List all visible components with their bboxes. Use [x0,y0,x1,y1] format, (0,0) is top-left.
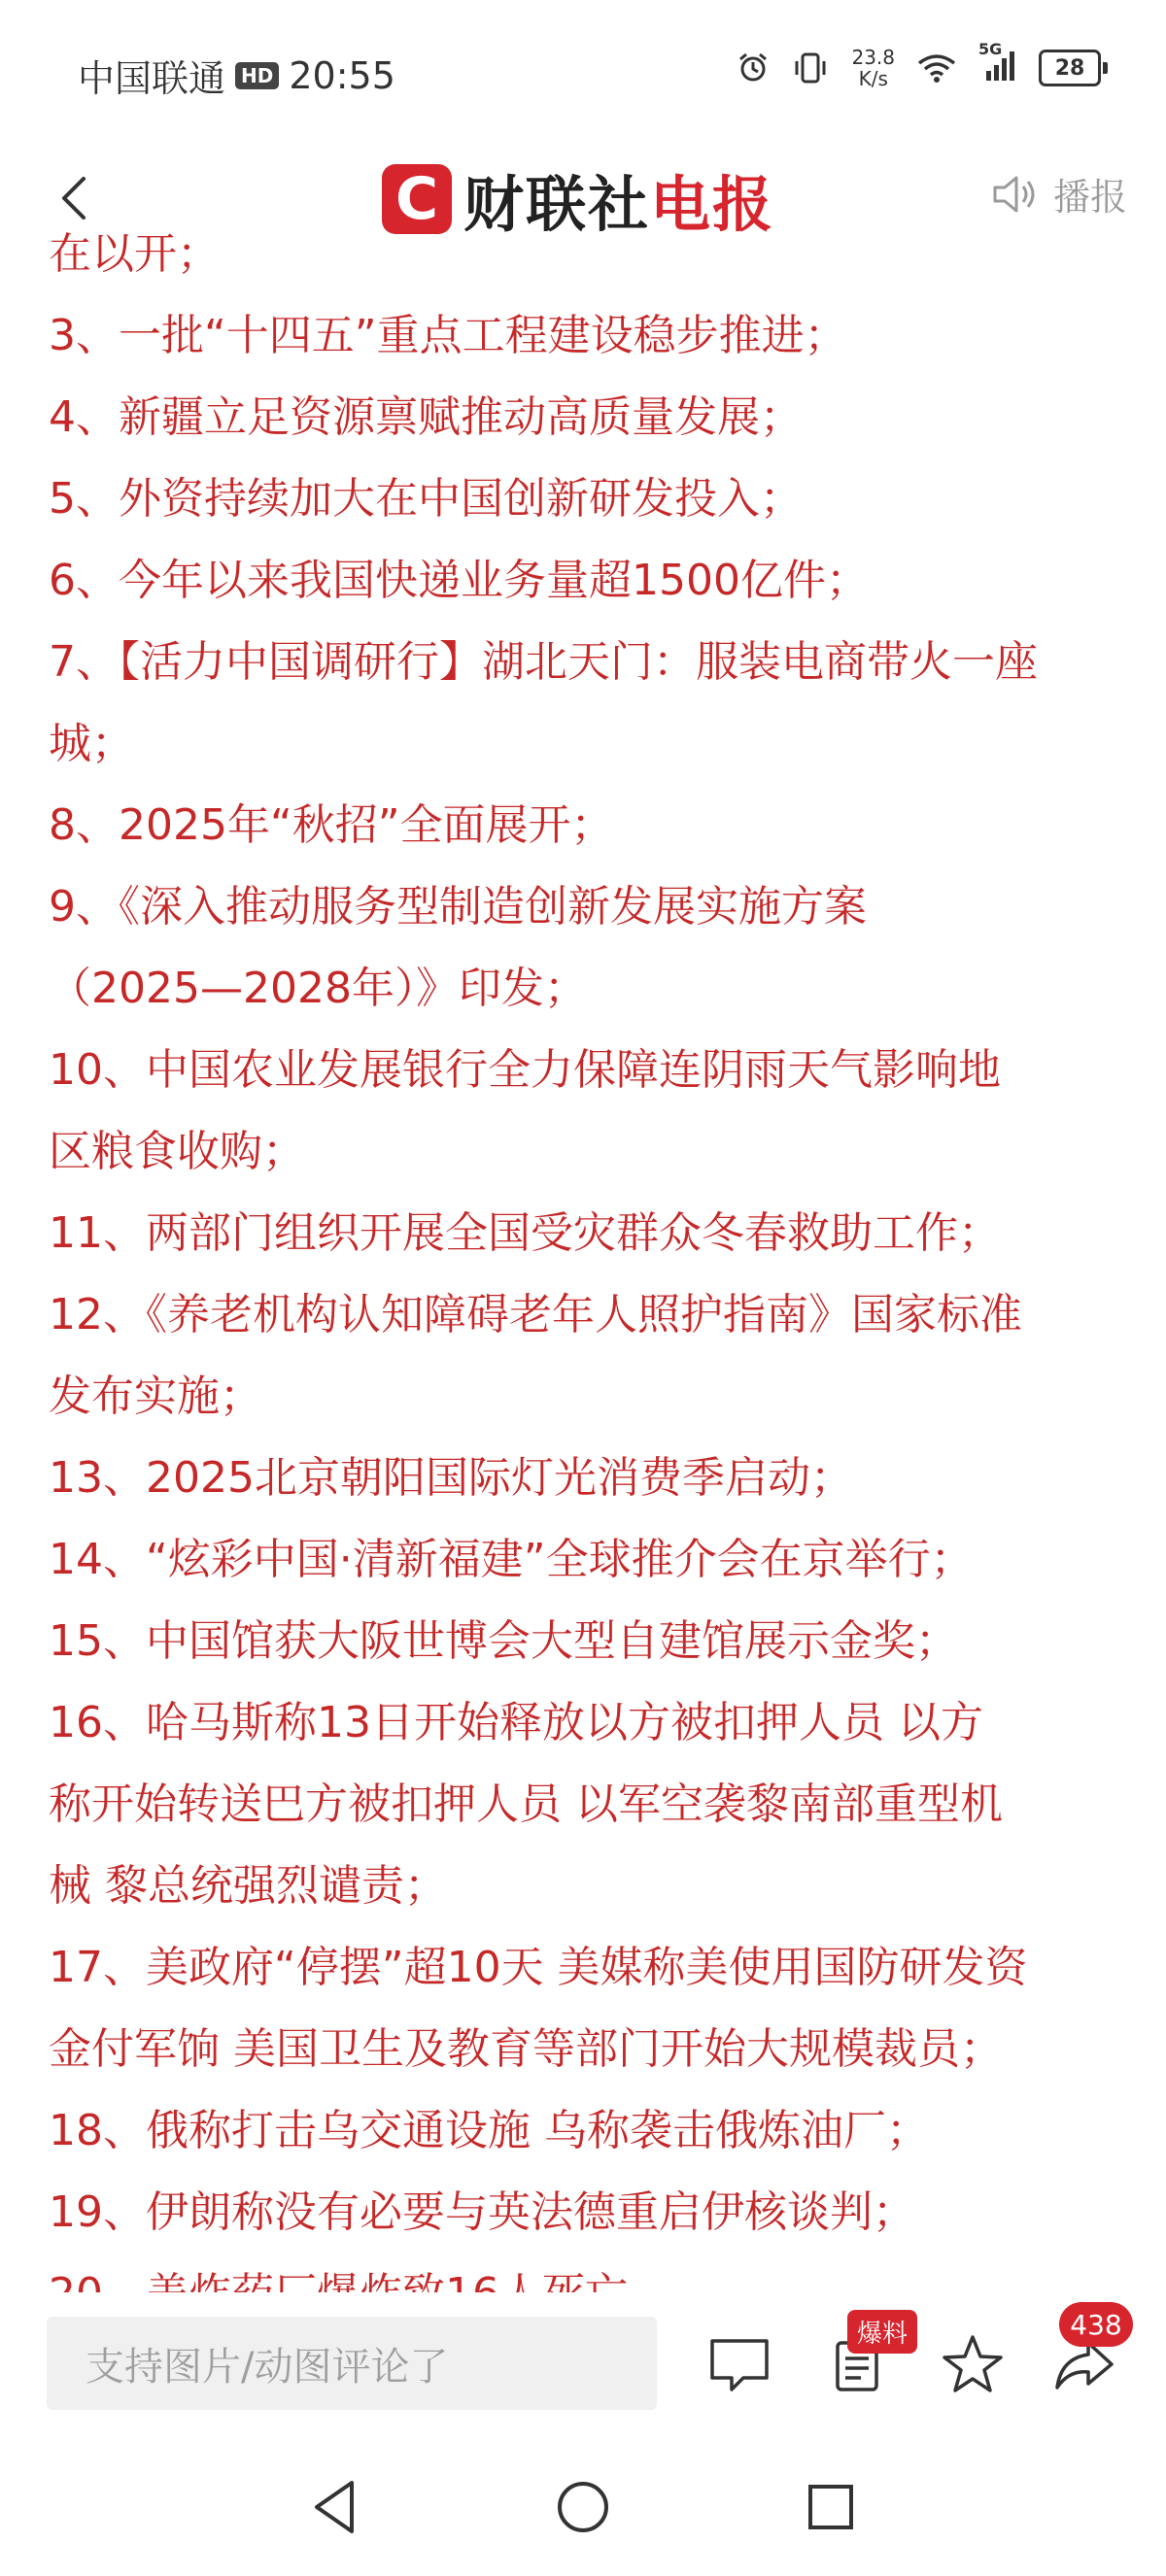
carrier-label: 中国联通 [78,57,226,100]
system-nav-bar [0,2434,1166,2576]
status-left [78,49,395,102]
news-line: 4、新疆立足资源禀赋推动高质量发展； [49,392,803,442]
nav-home-icon[interactable] [549,2473,617,2541]
news-line: 发布实施； [49,1372,262,1421]
news-line: 城； [49,719,134,768]
clock: 20:55 [289,53,395,97]
news-line: 5、外资持续加大在中国创新研发投入； [49,474,803,524]
news-line: 称开始转送巴方被扣押人员 以军空袭黎南部重型机 [49,1779,1003,1829]
news-line: 12、《养老机构认知障碍老年人照护指南》国家标准 [49,1290,1022,1339]
news-line: 区粮食收购； [49,1127,305,1176]
hd-badge: HD [235,62,279,89]
logo-text-main: 财联社 [463,168,651,240]
news-list [49,214,1127,2335]
news-line: 11、两部门组织开展全国受灾群众冬春救助工作； [49,1208,1001,1258]
alarm-icon [737,51,770,85]
signal-label: 5G [978,40,1003,58]
news-line: 在以开； [49,229,220,279]
bottom-action-bar [0,2292,1166,2434]
news-line: 15、中国馆获大阪世博会大型自建馆展示金奖； [49,1616,958,1666]
battery-icon [1039,50,1108,86]
wifi-icon [916,51,957,85]
news-line: 9、《深入推动服务型制造创新发展实施方案 [49,882,867,932]
news-line: 14、“炫彩中国·清新福建”全球推介会在京举行； [49,1535,974,1584]
news-content[interactable] [0,229,1166,2292]
star-icon[interactable] [938,2329,1008,2399]
vibrate-icon [791,51,830,85]
net-speed-unit: K/s [858,67,888,90]
news-line: 8、2025年“秋招”全面展开； [49,800,614,850]
comment-icon[interactable] [704,2329,774,2399]
comment-input[interactable]: 支持图片/动图评论了 [47,2317,657,2410]
net-speed [851,47,895,89]
news-line: 19、伊朗称没有必要与英法德重启伊核谈判； [49,2187,915,2237]
baoliao-badge: 爆料 [847,2310,917,2354]
news-line: 17、美政府“停摆”超10天 美媒称美使用国防研发资 [49,1943,1028,1992]
net-speed-value: 23.8 [851,46,895,69]
broadcast-button[interactable] [991,167,1127,220]
news-line: （2025—2028年）》印发； [49,964,587,1013]
battery-level: 28 [1039,50,1101,86]
speaker-icon [991,173,1040,216]
status-right [737,40,1108,90]
news-line: 16、哈马斯称13日开始释放以方被扣押人员 以方 [49,1698,983,1747]
share-count-badge: 438 [1059,2302,1133,2347]
status-bar [0,0,1166,146]
news-line: 10、中国农业发展银行全力保障连阴雨天气影响地 [49,1045,1001,1095]
logo-text-accent: 电报 [650,168,775,240]
nav-recents-icon[interactable] [797,2473,865,2541]
broadcast-label: 播报 [1052,176,1127,219]
nav-back-icon[interactable] [301,2473,369,2541]
news-line: 金付军饷 美国卫生及教育等部门开始大规模裁员； [49,2024,1003,2074]
news-line: 6、今年以来我国快递业务量超1500亿件； [49,556,869,605]
news-line: 13、2025北京朝阳国际灯光消费季启动； [49,1453,853,1503]
news-line: 7、【活力中国调研行】湖北天门：服装电商带火一座 [49,637,1038,687]
news-line: 3、一批“十四五”重点工程建设稳步推进； [49,311,847,360]
news-line: 械 黎总统强烈谴责； [49,1861,447,1911]
logo-mark: C [382,164,452,234]
signal-indicator [978,40,1017,86]
news-line: 18、俄称打击乌交通设施 乌称袭击俄炼油厂； [49,2106,929,2155]
battery-tip [1103,62,1108,74]
